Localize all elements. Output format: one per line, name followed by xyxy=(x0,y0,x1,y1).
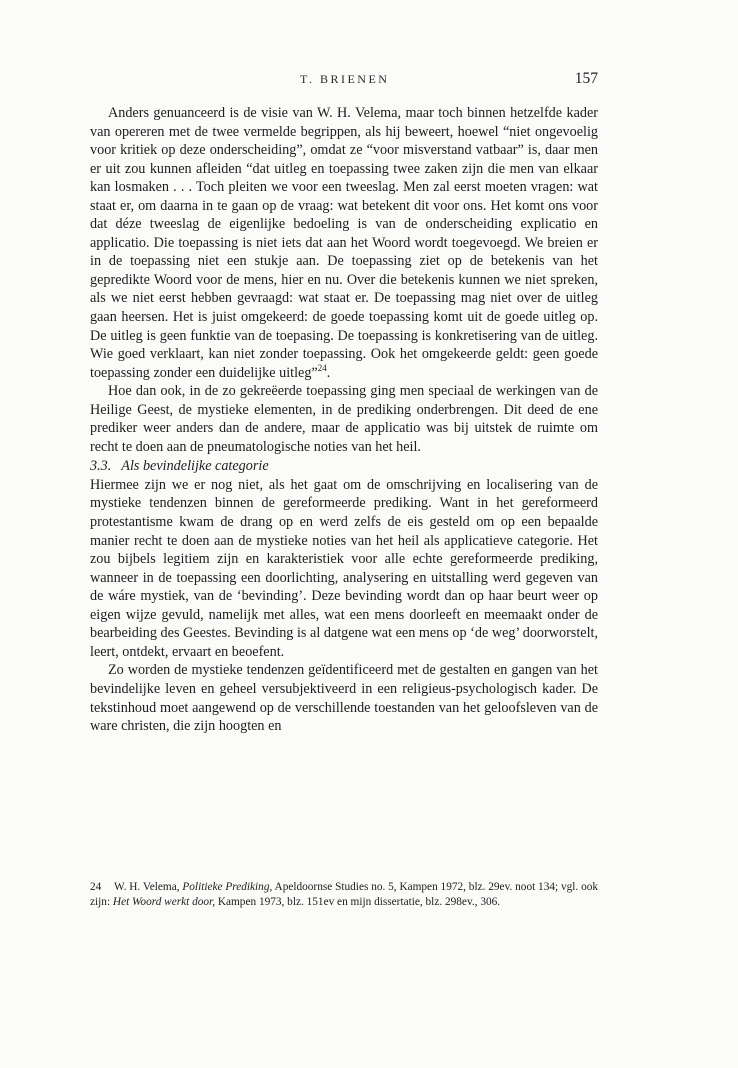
paragraph-mystieke-tendenzen: Zo worden de mystieke tendenzen geïdentificeerd met de gestalten en gangen van het bevindelijke leven en geheel versubjektiveerd in een religieus-psychologisch kader. De tekstinhoud moet aangewend op de verschillende toestanden van het geloofsleven van de ware christen, die zijn hoogten en xyxy=(90,662,598,735)
footnote-reference[interactable]: 24 xyxy=(317,362,327,373)
footnote xyxy=(90,880,598,911)
paragraph-velema-quote xyxy=(90,104,598,382)
body-text xyxy=(90,104,598,736)
paragraph-text: Anders genuanceerd is de visie van W. H. Velema, maar toch binnen hetzelfde kader van opereren met de twee vermelde begrippen, als hij beweert, hoewel “niet ongevoelig voor kritiek op deze onderscheiding”, omdat ze “voor misverstand vatbaar” is, daar men er uit zou kunnen afleiden “dat uitleg en toepassing twee zaken zijn die men van elkaar kan losmaken . . . Toch pleiten we voor een tweeslag. Men zal eerst moeten vragen: wat staat er, om daarna in te gaan op de vraag: wat betekent dit voor ons. Het komt ons voor dat déze tweeslag de eigenlijke bedoeling is van de onderscheiding explicatio en applicatio. Die toepassing is niet iets dat aan het Woord wordt toegevoegd. We breien er in de toepassing niet een stukje aan. De toepassing ziet op de betekenis van het gepredikte Woord voor de mens, hier en nu. Over die betekenis kunnen we niet spreken, als we niet eerst hebben gevraagd: wat staat er. De toepassing mag niet over de uitleg gaan heersen. Het is juist omgekeerd: de goede toepassing komt uit de goede uitleg op. De uitleg is geen funktie van de toepasing. De toepassing is konkretisering van de uitleg. Wie goed verklaart, kan niet zonder toepassing. Ook het omgekeerde geldt: geen goede toepassing zonder een duidelijke uitleg” xyxy=(90,105,598,381)
paragraph-bevinding: Hiermee zijn we er nog niet, als het gaat om de omschrijving en localisering van de mystieke tendenzen binnen de gereformeerde prediking. Want in het gereformeerd protestantisme kwam de drang op en werd zelfs de eis gesteld om op een bepaalde manier recht te doen aan de mystieke noties van het heil als applicatieve categorie. Het zou bijbels legitiem zijn en karakteristiek voor alle echte gereformeerde prediking, wanneer in de toepassing een doorlichting, analysering en uitstalling werd gegeven van de wáre mystiek, van de ‘bevinding’. Deze bevinding wordt dan op haar beurt weer op eigen wijze gevuld, namelijk met alles, wat een mens doorleeft en meemaakt onder de bearbeiding des Geestes. Bevinding is al datgene wat een mens op ‘de weg’ doorworstelt, leert, ontdekt, ervaart en beoefent. xyxy=(90,476,598,660)
running-head: T. BRIENEN xyxy=(300,72,390,86)
footnote-text-middle: Apeldoornse Studies no. 5, Kampen 1972, blz. 29ev. noot 134; vgl. ook zijn: xyxy=(90,881,599,909)
page-number: 157 xyxy=(574,70,598,87)
footnote-text-end: Kampen 1973, blz. 151ev en mijn dissertatie, blz. 298ev., 306. xyxy=(217,896,501,909)
footnote-title-het-woord-werkt-door: Het Woord werkt door, xyxy=(112,896,216,909)
section-heading xyxy=(90,457,598,476)
footnote-title-politieke-prediking: Politieke Prediking, xyxy=(182,881,273,893)
page-header xyxy=(90,70,598,90)
footnote-author: W. H. Velema, xyxy=(113,881,180,893)
footnote-number: 24 xyxy=(90,881,102,893)
paragraph-end-punctuation: . xyxy=(326,364,331,381)
section-title: Als bevindelijke categorie xyxy=(121,458,269,475)
section-number: 3.3. xyxy=(90,458,112,475)
paragraph-toepassing: Hoe dan ook, in de zo gekreëerde toepassing ging men speciaal de werkingen van de Heilige Geest, de mystieke elementen, in de prediking onderbrengen. Dit deed de ene prediker weer anders dan de andere, maar de applicatio was bij uitstek de ruimte om recht te doen aan de pneumatologische noties van het heil. xyxy=(90,383,598,455)
